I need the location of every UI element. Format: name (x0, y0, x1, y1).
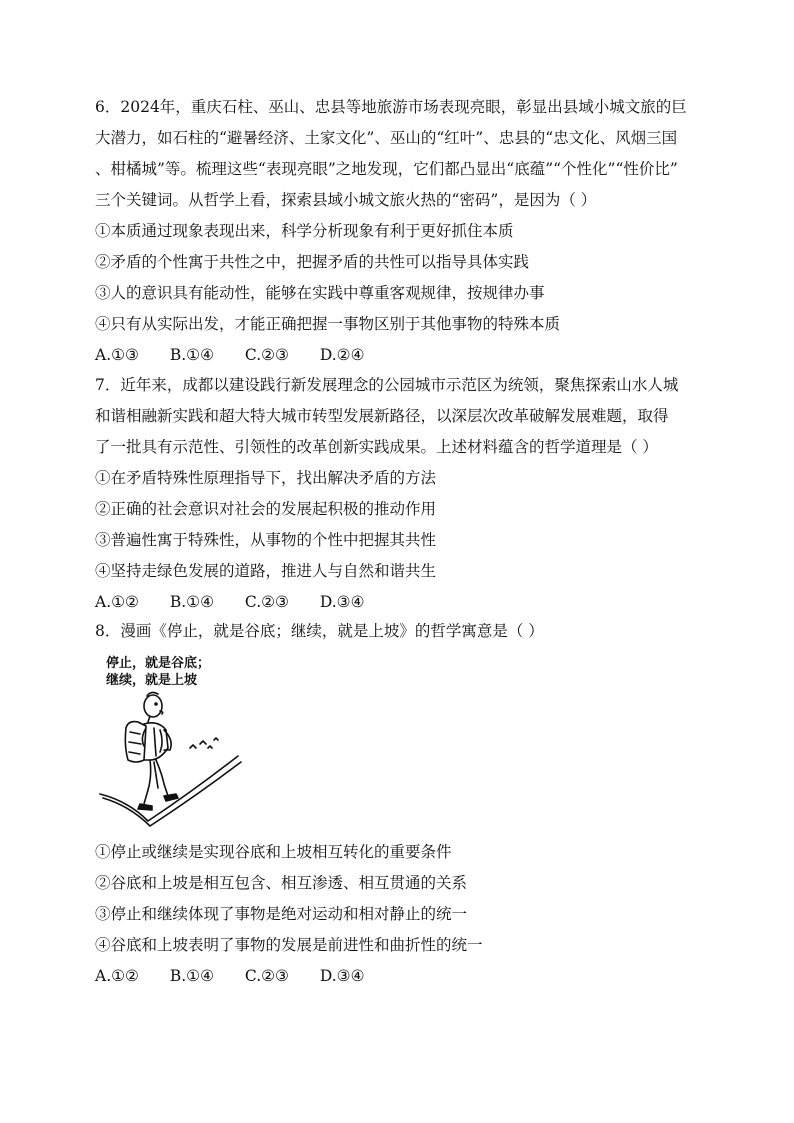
q7-stem-line-3: 了一批具有示范性、引领性的改革创新实践成果。上述材料蕴含的哲学道理是（ ） (95, 438, 658, 456)
hiker-drawing (98, 656, 248, 831)
q6-choice-c[interactable]: C.②③ (244, 346, 289, 364)
q7-stem-line-1: 7．近年来，成都以建设践行新发展理念的公园城市示范区为统领，聚焦探索山水人城 (95, 376, 679, 394)
cartoon-caption-line-1: 停止，就是谷底； (106, 656, 211, 671)
q7-choice-a[interactable]: A.①② (95, 593, 139, 611)
cartoon-illustration (98, 656, 248, 831)
q6-stem-line-4: 三个关键词。从哲学上看，探索县域小城文旅火热的“密码”，是因为（ ） (95, 191, 597, 209)
q8-stem: 8．漫画《停止，就是谷底；继续，就是上坡》的哲学寓意是（ ） (95, 622, 544, 640)
q7-choice-d[interactable]: D.③④ (319, 593, 365, 611)
q6-choice-a[interactable]: A.①③ (95, 346, 139, 364)
q7-option-4: ④坚持走绿色发展的道路，推进人与自然和谐共生 (95, 562, 437, 580)
q6-stem-line-2: 大潜力，如石柱的“避暑经济、土家文化”、巫山的“红叶”、忠县的“忠文化、风烟三国 (95, 129, 678, 147)
q6-choice-d[interactable]: D.②④ (319, 346, 365, 364)
q6-choice-b[interactable]: B.①④ (169, 346, 214, 364)
q7-option-1: ①在矛盾特殊性原理指导下，找出解决矛盾的方法 (95, 469, 437, 487)
q8-option-4: ④谷底和上坡表明了事物的发展是前进性和曲折性的统一 (95, 936, 483, 954)
q8-choices (95, 965, 390, 987)
q6-option-1: ①本质通过现象表现出来，科学分析现象有利于更好抓住本质 (95, 222, 514, 240)
q6-option-2: ②矛盾的个性寓于共性之中，把握矛盾的共性可以指导具体实践 (95, 253, 530, 271)
q6-choices (95, 344, 390, 366)
q6-option-3: ③人的意识具有能动性，能够在实践中尊重客观规律，按规律办事 (95, 284, 545, 302)
q8-option-2: ②谷底和上坡是相互包含、相互渗透、相互贯通的关系 (95, 874, 468, 892)
q7-choices (95, 591, 390, 613)
q7-option-2: ②正确的社会意识对社会的发展起积极的推动作用 (95, 500, 437, 518)
q6-option-4: ④只有从实际出发，才能正确把握一事物区别于其他事物的特殊本质 (95, 315, 561, 333)
q8-option-3: ③停止和继续体现了事物是绝对运动和相对静止的统一 (95, 905, 468, 923)
q8-choice-a[interactable]: A.①② (95, 967, 139, 985)
q8-option-1: ①停止或继续是实现谷底和上坡相互转化的重要条件 (95, 843, 452, 861)
q6-stem-line-1: 6．2024年，重庆石柱、巫山、忠县等地旅游市场表现亮眼，彰显出县域小城文旅的巨 (95, 98, 687, 116)
q8-choice-b[interactable]: B.①④ (169, 967, 214, 985)
q8-choice-d[interactable]: D.③④ (319, 967, 365, 985)
q7-choice-c[interactable]: C.②③ (244, 593, 289, 611)
cartoon-caption-line-2: 继续，就是上坡 (106, 673, 198, 688)
q7-choice-b[interactable]: B.①④ (169, 593, 214, 611)
q7-option-3: ③普遍性寓于特殊性，从事物的个性中把握其共性 (95, 531, 437, 549)
q7-stem-line-2: 和谐相融新实践和超大特大城市转型发展新路径，以深层次改革破解发展难题，取得 (95, 407, 669, 425)
q6-stem-line-3: 、柑橘城”等。梳理这些“表现亮眼”之地发现，它们都凸显出“底蕴”“个性化”“性价比” (95, 160, 678, 178)
q8-choice-c[interactable]: C.②③ (244, 967, 289, 985)
